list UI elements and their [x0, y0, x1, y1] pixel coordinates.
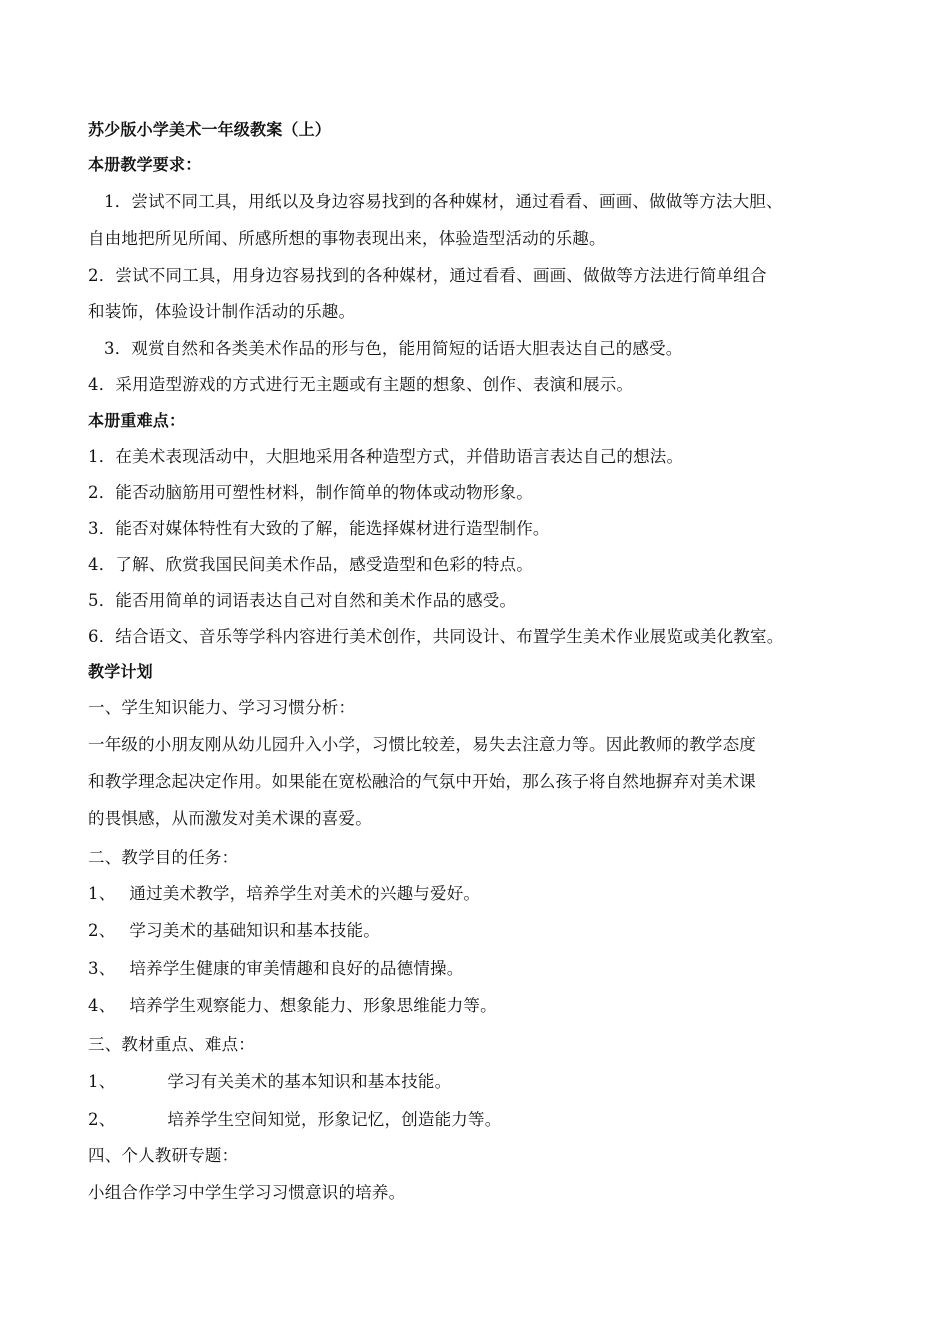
section-title: 三、教材重点、难点：: [88, 1035, 255, 1054]
list-item: [88, 920, 380, 942]
list-item-text: 学习有关美术的基本知识和基本技能。: [167, 1072, 452, 1091]
section-title: 一、学生知识能力、学习习惯分析：: [88, 698, 356, 717]
requirement-line: 3．观赏自然和各类美术作品的形与色，能用简短的话语大胆表达自己的感受。: [104, 339, 683, 358]
list-item-number: 1、: [88, 1072, 116, 1091]
requirement-line: 自由地把所见所闻、所感所想的事物表现出来，体验造型活动的乐趣。: [88, 229, 606, 248]
list-item: [88, 1071, 451, 1093]
list-item-text: 通过美术教学，培养学生对美术的兴趣与爱好。: [129, 884, 481, 903]
paragraph-line: 的畏惧感，从而激发对美术课的喜爱。: [88, 809, 372, 828]
list-item-number: 2、: [88, 1110, 116, 1129]
paragraph-line: 一年级的小朋友刚从幼儿园升入小学，习惯比较差，易失去注意力等。因此教师的教学态度: [88, 735, 756, 754]
requirement-line: 2．尝试不同工具，用身边容易找到的各种媒材，通过看看、画画、做做等方法进行简单组合: [88, 266, 767, 285]
difficulty-line: 2．能否动脑筋用可塑性材料，制作简单的物体或动物形象。: [88, 483, 533, 502]
list-item-number: 1、: [88, 884, 116, 903]
difficulty-line: 1．在美术表现活动中，大胆地采用各种造型方式，并借助语言表达自己的想法。: [88, 447, 684, 466]
difficulty-line: 4．了解、欣赏我国民间美术作品，感受造型和色彩的特点。: [88, 555, 533, 574]
difficulties-heading: 本册重难点：: [88, 411, 186, 430]
section-title: 四、个人教研专题：: [88, 1146, 239, 1165]
requirement-line: 1．尝试不同工具，用纸以及身边容易找到的各种媒材，通过看看、画画、做做等方法大胆、: [104, 192, 783, 211]
list-item: [88, 1109, 501, 1131]
paragraph-line: 和教学理念起决定作用。如果能在宽松融洽的气氛中开始，那么孩子将自然地摒弃对美术课: [88, 772, 756, 791]
requirement-line: 和装饰，体验设计制作活动的乐趣。: [88, 302, 356, 321]
section-title: 二、教学目的任务：: [88, 848, 239, 867]
plan-heading: 教学计划: [88, 662, 153, 681]
list-item-text: 培养学生健康的审美情趣和良好的品德情操。: [129, 959, 464, 978]
list-item-text: 学习美术的基础知识和基本技能。: [129, 921, 380, 940]
document-title: 苏少版小学美术一年级教案（上）: [88, 120, 332, 139]
list-item-number: 4、: [88, 996, 116, 1015]
list-item: [88, 958, 463, 980]
list-item-number: 2、: [88, 921, 116, 940]
list-item-text: 培养学生观察能力、想象能力、形象思维能力等。: [129, 996, 497, 1015]
list-item: [88, 883, 480, 905]
requirement-line: 4．采用造型游戏的方式进行无主题或有主题的想象、创作、表演和展示。: [88, 375, 634, 394]
requirements-heading: 本册教学要求：: [88, 155, 202, 174]
list-item-number: 3、: [88, 959, 116, 978]
difficulty-line: 5．能否用简单的词语表达自己对自然和美术作品的感受。: [88, 591, 517, 610]
list-item: [88, 995, 497, 1017]
list-item-text: 培养学生空间知觉，形象记忆，创造能力等。: [167, 1110, 502, 1129]
difficulty-line: 6．结合语文、音乐等学科内容进行美术创作，共同设计、布置学生美术作业展览或美化教室。: [88, 627, 784, 646]
paragraph-line: 小组合作学习中学生学习习惯意识的培养。: [88, 1183, 406, 1202]
difficulty-line: 3．能否对媒体特性有大致的了解，能选择媒材进行造型制作。: [88, 519, 550, 538]
